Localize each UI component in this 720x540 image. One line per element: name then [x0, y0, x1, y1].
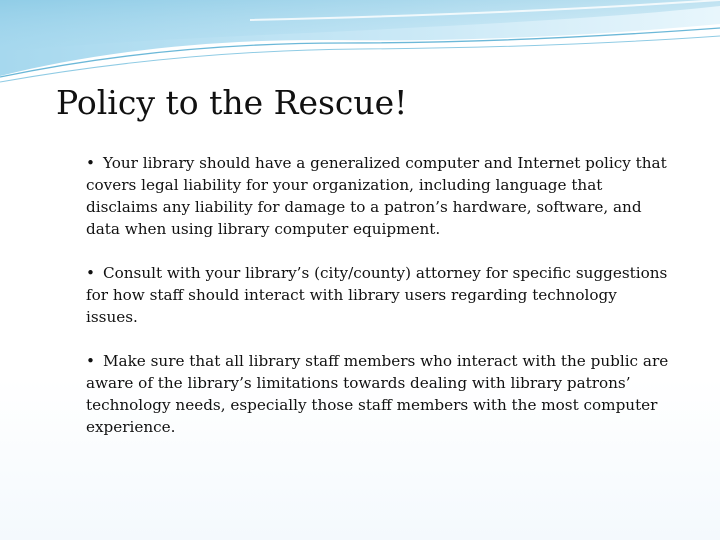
bullet-list [86, 152, 671, 460]
bullet-text: Consult with your library’s (city/county) attorney for specific suggestions for how staff should interact with library users regarding technology issues. [86, 264, 668, 326]
bullet-item [86, 152, 671, 240]
bullet-dot-icon: • [86, 352, 95, 370]
bullet-dot-icon: • [86, 264, 95, 282]
decorative-wave-header [0, 0, 720, 90]
slide-title: Policy to the Rescue! [56, 83, 408, 122]
bullet-item [86, 350, 671, 438]
bullet-dot-icon: • [86, 154, 95, 172]
bullet-text: Your library should have a generalized computer and Internet policy that covers legal liability for your organization, including language that disclaims any liability for damage to a patron’s hardware, software, and data when using library computer equipment. [86, 154, 667, 238]
bullet-text: Make sure that all library staff members who interact with the public are aware of the library’s limitations towards dealing with library patrons’ technology needs, especially those staff members with the most computer experience. [86, 352, 669, 436]
bullet-item [86, 262, 671, 328]
